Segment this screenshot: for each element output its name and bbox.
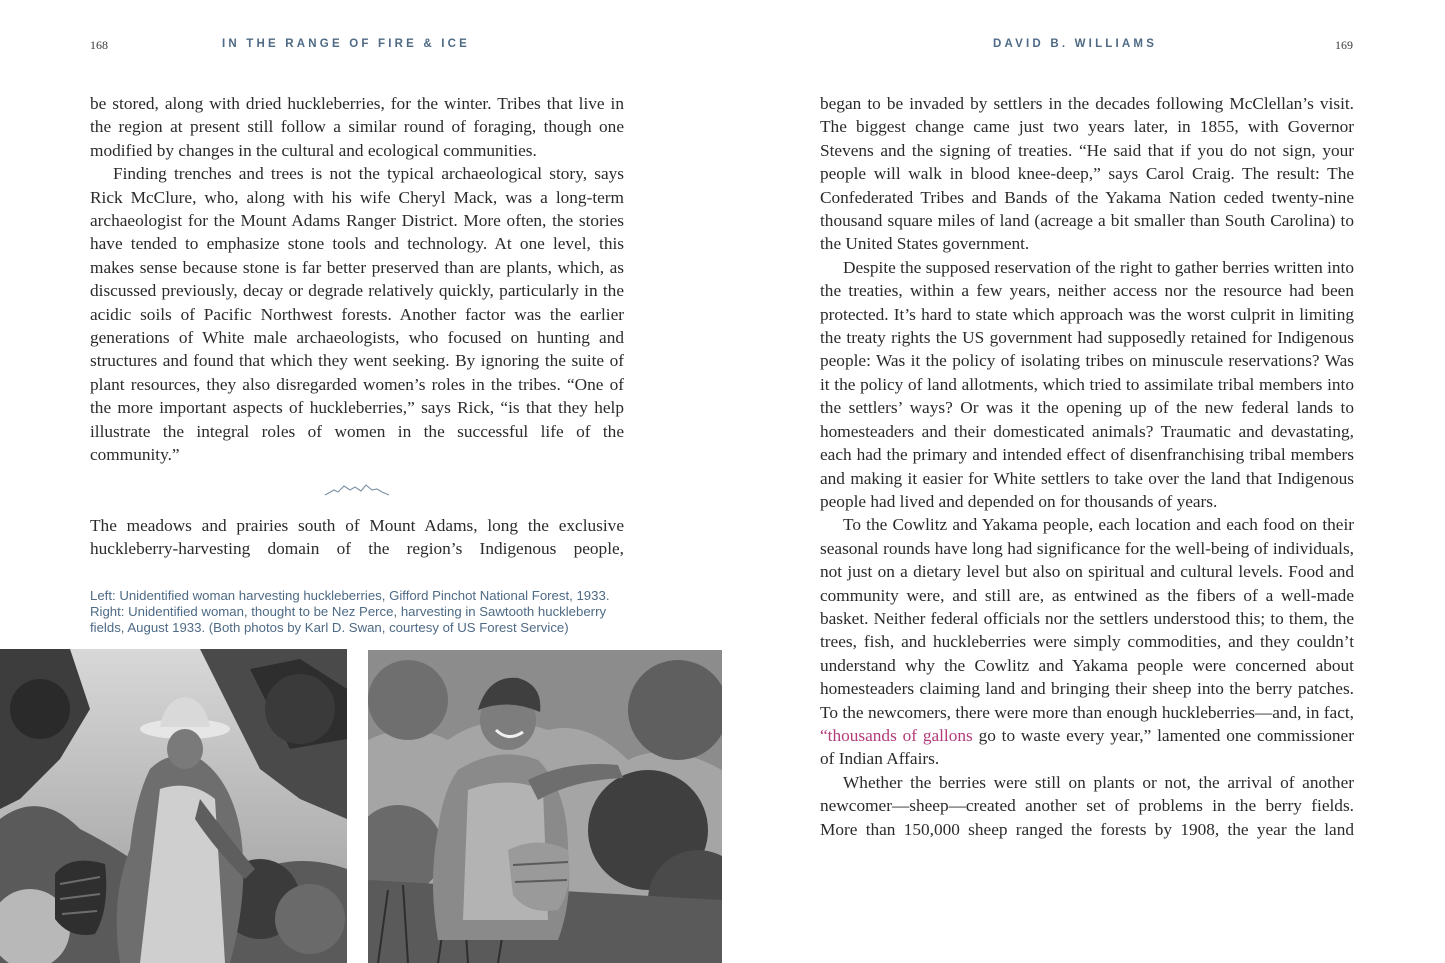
right-page-number: 169 xyxy=(1335,38,1353,52)
left-paragraph-1: be stored, along with dried huckleberries, for the winter. Tribes that live in the region at present still follow a similar round of foraging, though one modified by changes in the cultural and ecological communities. xyxy=(90,94,624,160)
left-running-head: IN THE RANGE OF FIRE & ICE xyxy=(222,38,471,50)
left-page-body xyxy=(90,92,624,467)
right-paragraph-3-text-a: To the Cowlitz and Yakama people, each location and each food on their seasonal rounds have long had significance for the well-being of individuals, not just on a dietary level but also on spiritual and cultural levels. Food and community were, and still are, as entwined as the fibers of a well-made basket. Neither federal officials nor the settlers understood this; to them, the trees, fish, and huckleberries were simply commodities, and they couldn’t understand why the Cowlitz and Yakama people were concerned about homesteaders claiming land and bringing their sheep into the berry patches. To the newcomers, there were more than enough huckleberries—and, in fact, xyxy=(820,515,1354,722)
right-page-body xyxy=(820,92,1354,841)
mountain-ornament-icon xyxy=(324,481,390,497)
photo-caption: Left: Unidentified woman harvesting huckleberries, Gifford Pinchot National Forest, 1933. Right: Unidentified woman, thought to be Nez Perce, harvesting in Sawtooth huckleberry fields, August 1933. (Both photos by Karl D. Swan, courtesy of US Forest Service) xyxy=(90,588,610,635)
right-paragraph-3-text-b: go to waste every year,” lamented one commissioner of Indian Affairs. xyxy=(820,725,1354,769)
right-paragraph-3 xyxy=(820,513,1354,770)
thousands-of-gallons-link[interactable]: “thousands of gallons xyxy=(820,725,973,745)
photo-woman-with-hat-harvesting xyxy=(0,649,347,963)
photo-woman-with-headscarf-harvesting xyxy=(368,650,722,963)
right-running-head: DAVID B. WILLIAMS xyxy=(993,38,1158,50)
right-paragraph-4: Whether the berries were still on plants or not, the arrival of another newcomer—sheep—created another set of problems in the berry fields. More than 150,000 sheep ranged the forests by 1908, the year the land xyxy=(820,772,1354,839)
section-opening-paragraph: The meadows and prairies south of Mount Adams, long the exclusive huckleberry-harvesting domain of the region’s Indigenous people, xyxy=(90,516,624,559)
right-paragraph-1: began to be invaded by settlers in the decades following McClellan’s visit. The biggest change came just two years later, in 1855, with Governor Stevens and the signing of treaties. “He said that if you do not sign, your people will walk in blood knee-deep,” says Carol Craig. The result: The Confederated Tribes and Bands of the Yakama Nation ceded twenty-nine thousand square miles of land (acreage a bit smaller than South Carolina) to the United States government. xyxy=(820,94,1354,254)
left-page-number: 168 xyxy=(90,38,108,52)
right-paragraph-2: Despite the supposed reservation of the right to gather berries written into the treaties, within a few years, neither access nor the resource had been protected. It’s hard to state which approach was the worst culprit in limiting the treaty rights the US government had supposedly retained for Indigenous people: Was it the policy of isolating tribes on minuscule reservations? Was it the policy of land allotments, which tried to assimilate tribal members into the settlers’ ways? Or was it the opening up of the new federal lands to homesteaders and their domesticated animals? Traumatic and devastating, each had the primary and intended effect of disenfranchising tribal members and making it easier for White settlers to take over the land that Indigenous people had lived and depended on for thousands of years. xyxy=(820,257,1354,511)
left-paragraph-2: Finding trenches and trees is not the typical archaeological story, says Rick McClure, who, along with his wife Cheryl Mack, was a long-term archaeologist for the Mount Adams Ranger District. More often, the stories have tended to emphasize stone tools and technology. At one level, this makes sense because stone is far better preserved than are plants, which, as discussed previously, decay or degrade relatively quickly, particularly in the acidic soils of Pacific Northwest forests. Another factor was the earlier generations of White male archaeologists, who focused on hunting and structures and found that which they went seeking. By ignoring the suite of plant resources, they also disregarded women’s roles in the tribes. “One of the more important aspects of huckleberries,” says Rick, “is that they help illustrate the integral roles of women in the successful life of the community.” xyxy=(90,164,624,465)
left-page-section-body xyxy=(90,514,624,561)
